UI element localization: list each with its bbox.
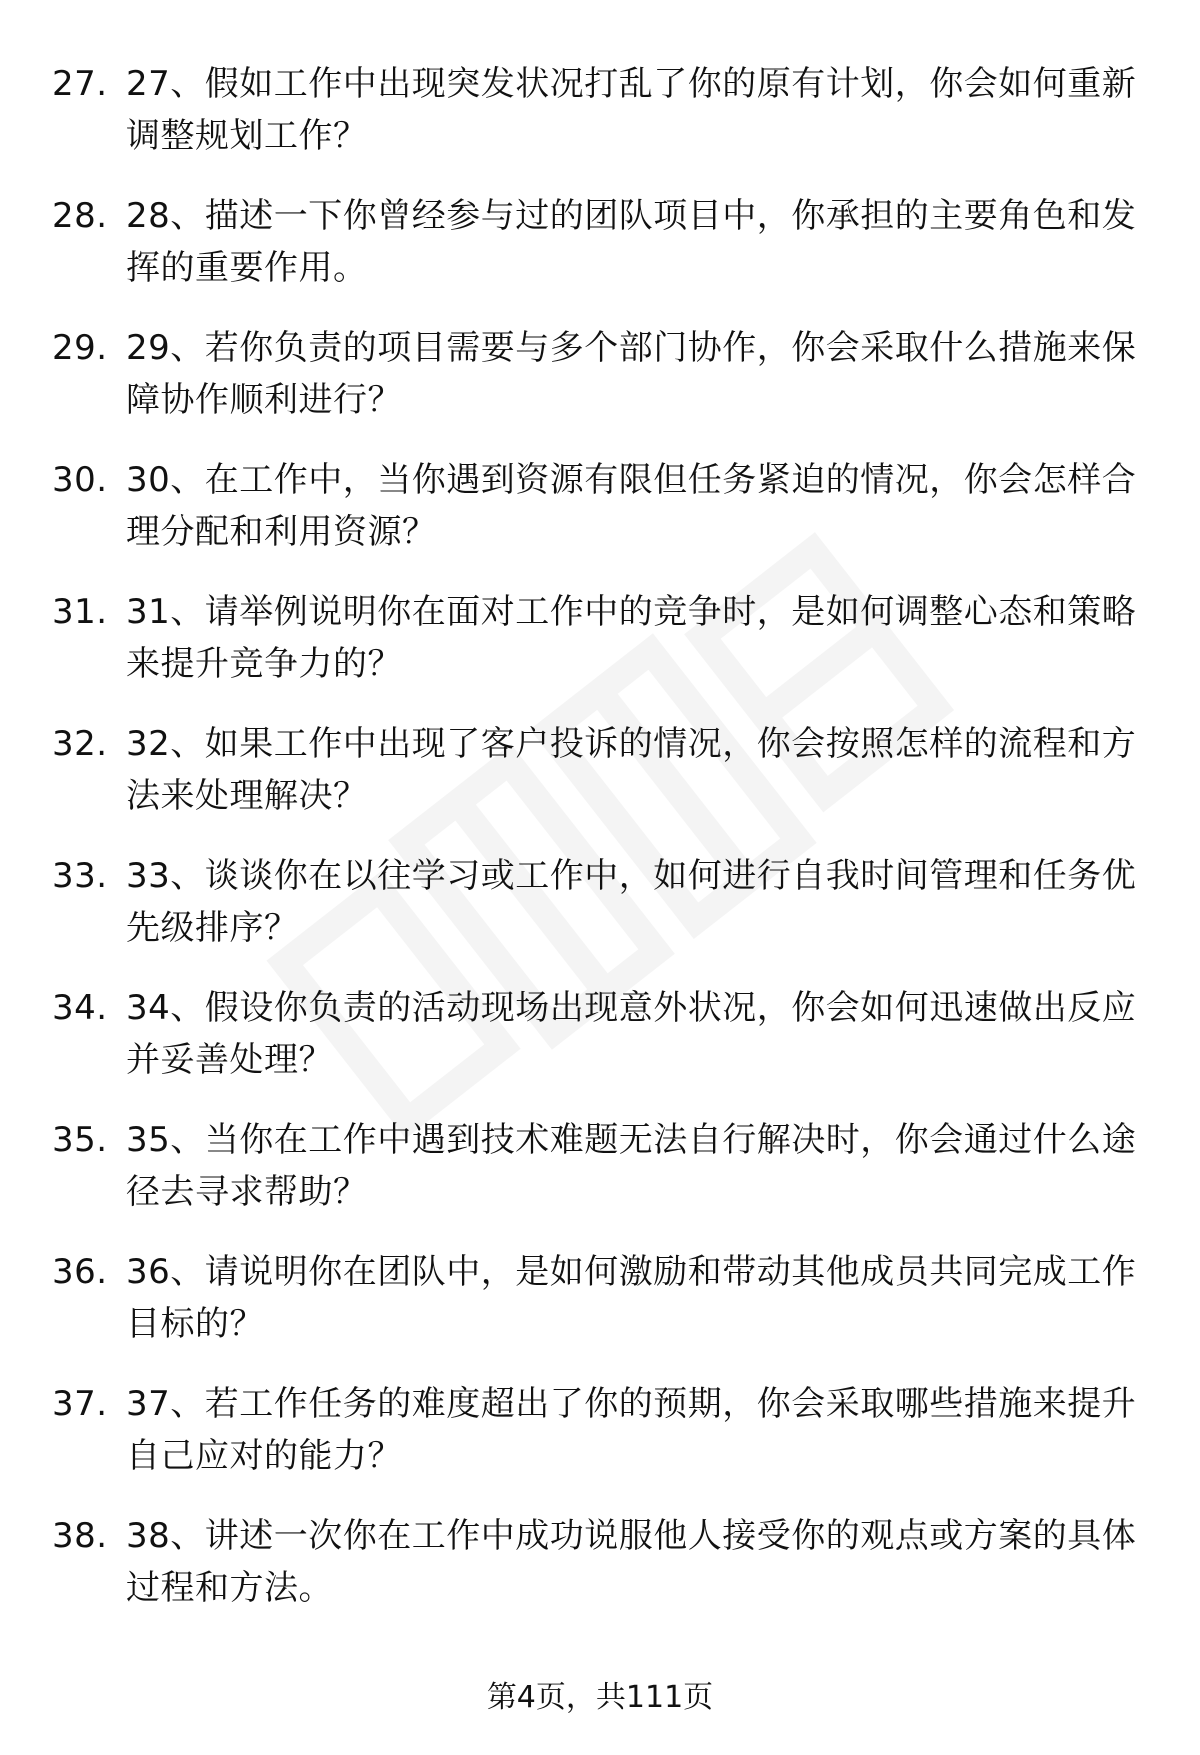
question-text: 27、假如工作中出现突发状况打乱了你的原有计划，你会如何重新调整规划工作？ xyxy=(126,64,1137,156)
question-number: 27. xyxy=(52,64,108,104)
question-text: 32、如果工作中出现了客户投诉的情况，你会按照怎样的流程和方法来处理解决？ xyxy=(126,724,1137,816)
question-text: 36、请说明你在团队中，是如何激励和带动其他成员共同完成工作目标的？ xyxy=(126,1252,1137,1344)
list-item xyxy=(52,1378,1152,1482)
question-text: 37、若工作任务的难度超出了你的预期，你会采取哪些措施来提升自己应对的能力？ xyxy=(126,1384,1137,1476)
question-number: 36. xyxy=(52,1252,108,1292)
question-number: 31. xyxy=(52,592,108,632)
list-item xyxy=(52,982,1152,1086)
list-item xyxy=(52,1510,1152,1614)
question-list xyxy=(52,58,1152,1642)
page-number-footer: 第4页，共111页 xyxy=(486,1680,714,1715)
question-text: 38、讲述一次你在工作中成功说服他人接受你的观点或方案的具体过程和方法。 xyxy=(126,1516,1137,1608)
question-text: 34、假设你负责的活动现场出现意外状况，你会如何迅速做出反应并妥善处理？ xyxy=(126,988,1137,1080)
question-text: 29、若你负责的项目需要与多个部门协作，你会采取什么措施来保障协作顺利进行？ xyxy=(126,328,1137,420)
list-item xyxy=(52,718,1152,822)
list-item xyxy=(52,850,1152,954)
question-text: 33、谈谈你在以往学习或工作中，如何进行自我时间管理和任务优先级排序？ xyxy=(126,856,1137,948)
list-item xyxy=(52,1114,1152,1218)
question-text: 28、描述一下你曾经参与过的团队项目中，你承担的主要角色和发挥的重要作用。 xyxy=(126,196,1137,288)
list-item xyxy=(52,586,1152,690)
question-text: 35、当你在工作中遇到技术难题无法自行解决时，你会通过什么途径去寻求帮助？ xyxy=(126,1120,1137,1212)
question-number: 33. xyxy=(52,856,108,896)
list-item xyxy=(52,1246,1152,1350)
question-number: 29. xyxy=(52,328,108,368)
question-number: 34. xyxy=(52,988,108,1028)
list-item xyxy=(52,190,1152,294)
question-text: 30、在工作中，当你遇到资源有限但任务紧迫的情况，你会怎样合理分配和利用资源？ xyxy=(126,460,1137,552)
question-number: 28. xyxy=(52,196,108,236)
question-number: 38. xyxy=(52,1516,108,1556)
question-text: 31、请举例说明你在面对工作中的竞争时，是如何调整心态和策略来提升竞争力的？ xyxy=(126,592,1137,684)
list-item xyxy=(52,322,1152,426)
list-item xyxy=(52,58,1152,162)
question-number: 32. xyxy=(52,724,108,764)
question-number: 30. xyxy=(52,460,108,500)
question-number: 35. xyxy=(52,1120,108,1160)
list-item xyxy=(52,454,1152,558)
question-number: 37. xyxy=(52,1384,108,1424)
